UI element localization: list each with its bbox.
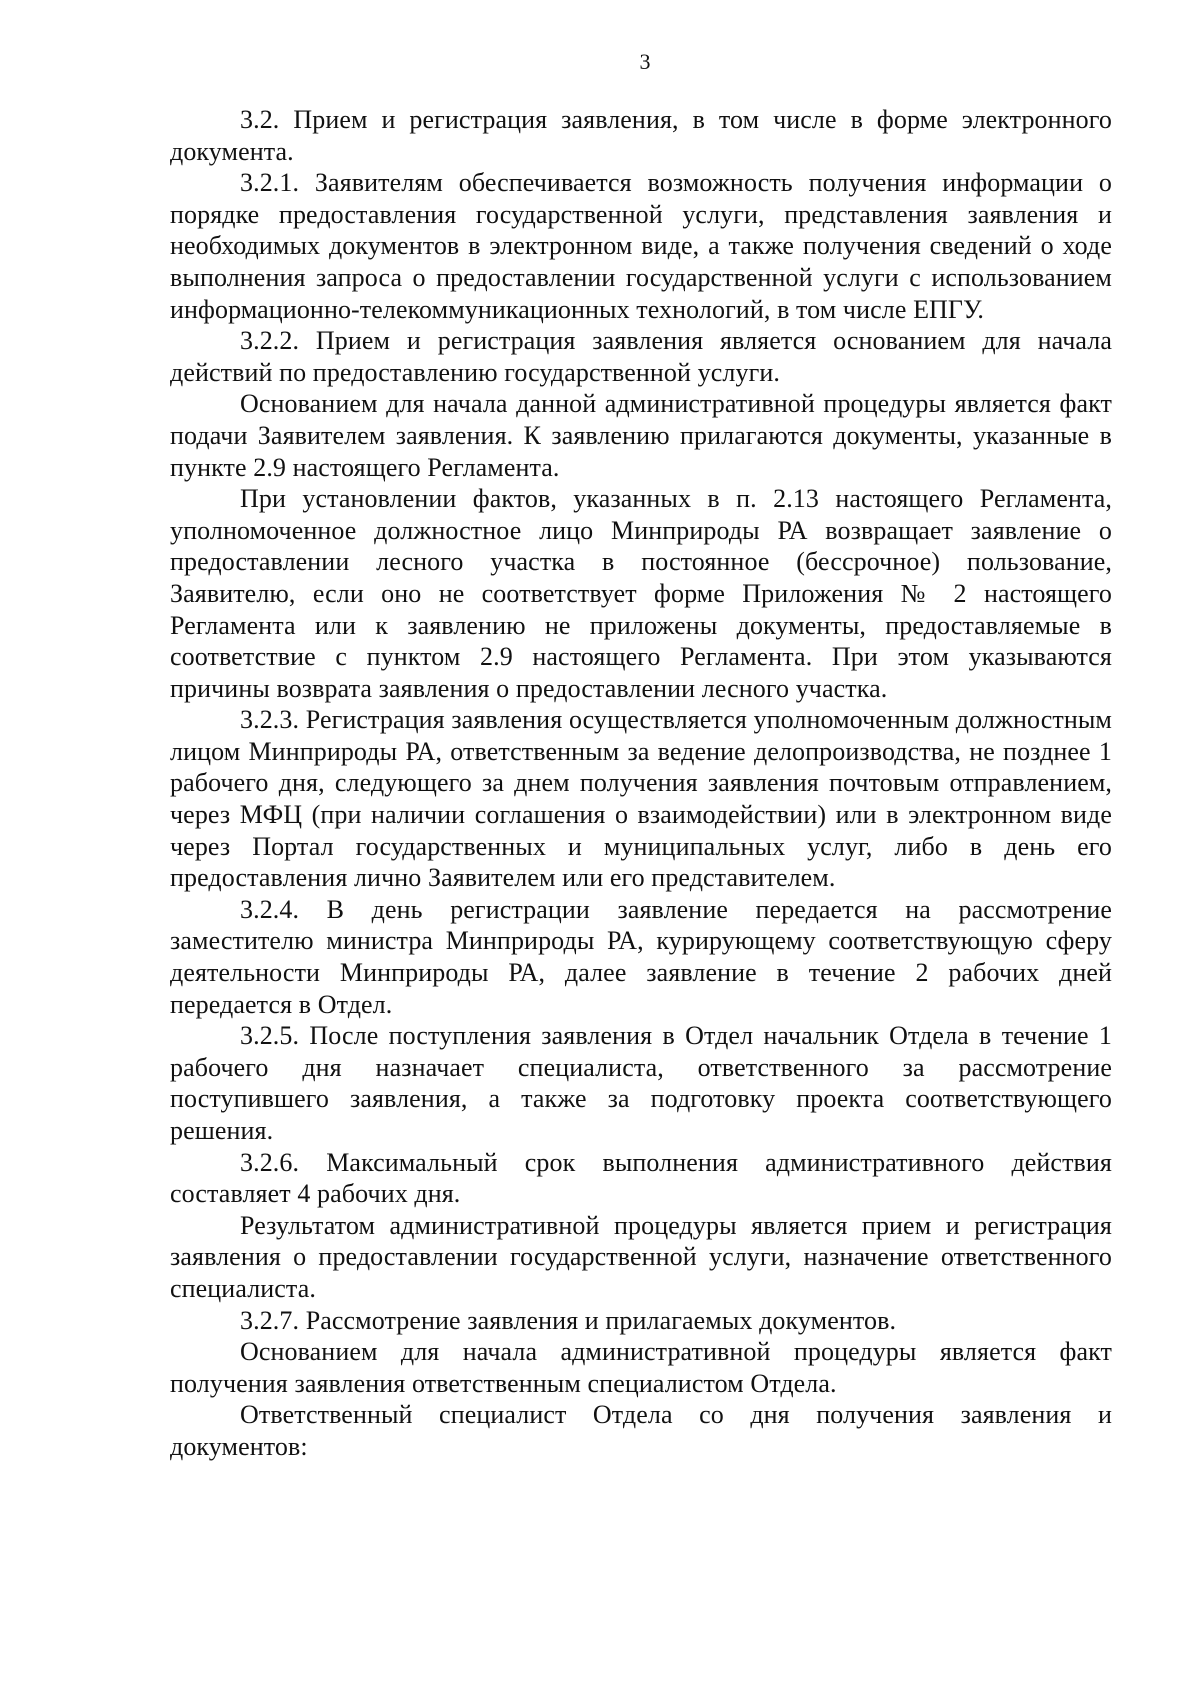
paragraph-result: Результатом административной процедуры является прием и регистрация заявления о предоставлении государственной услуги, назначение ответственного специалиста. [170, 1210, 1112, 1303]
paragraph-3-2-5: 3.2.5. После поступления заявления в Отдел начальник Отдела в течение 1 рабочего дня назначает специалиста, ответственного за рассмотрение поступившего заявления, а также за подготовку проекта соответствующего решения. [170, 1021, 1112, 1145]
paragraph-3-2-4: 3.2.4. В день регистрации заявление передается на рассмотрение заместителю министра Минприроды РА, курирующему соответствующую сферу деятельности Минприроды РА, далее заявление в течение 2 рабочих дней передается в Отдел. [170, 894, 1112, 1019]
paragraph-specialist: Ответственный специалист Отдела со дня получения заявления и документов: [170, 1400, 1112, 1461]
paragraph-basis: Основанием для начала данной административной процедуры является факт подачи Заявителем заявления. К заявлению прилагаются документы, указанные в пункте 2.9 настоящего Регламента. [170, 389, 1112, 482]
paragraph-3-2-7: 3.2.7. Рассмотрение заявления и прилагаемых документов. [240, 1305, 897, 1335]
paragraph-procedure-basis: Основанием для начала административной процедуры является факт получения заявления ответственным специалистом Отдела. [170, 1337, 1112, 1398]
paragraph-3-2-6: 3.2.6. Максимальный срок выполнения административного действия составляет 4 рабочих дня. [170, 1147, 1112, 1209]
paragraph-3-2-2: 3.2.2. Прием и регистрация заявления является основанием для начала действий по предоставлению государственной услуги. [170, 326, 1112, 387]
page-number: 3 [639, 49, 651, 74]
paragraph-3-2-1: 3.2.1. Заявителям обеспечивается возможность получения информации о порядке предоставления государственной услуги, представления заявления и необходимых документов в электронном виде, а также получения сведений о ходе выполнения запроса о предоставлении государственной услуги с использованием информационно-телекоммуникационных технологий, в том числе ЕПГУ. [170, 168, 1112, 324]
paragraph-3-2: 3.2. Прием и регистрация заявления, в том числе в форме электронного документа. [170, 105, 1112, 166]
document-body [170, 104, 1112, 1463]
paragraph-return-conditions: При установлении фактов, указанных в п. 2.13 настоящего Регламента, уполномоченное должностное лицо Минприроды РА возвращает заявление о предоставлении лесного участка в постоянное (бессрочное) пользование, Заявителю, если оно не соответствует форме Приложения № 2 настоящего Регламента или к заявлению не приложены документы, предоставляемые в соответствие с пунктом 2.9 настоящего Регламента. При этом указываются причины возврата заявления о предоставлении лесного участка. [170, 484, 1112, 703]
paragraph-3-2-3: 3.2.3. Регистрация заявления осуществляется уполномоченным должностным лицом Минприроды РА, ответственным за ведение делопроизводства, не позднее 1 рабочего дня, следующего за днем получения заявления почтовым отправлением, через МФЦ (при наличии соглашения о взаимодействии) или в электронном виде через Портал государственных и муниципальных услуг, либо в день его предоставления лично Заявителем или его представителем. [170, 705, 1112, 893]
